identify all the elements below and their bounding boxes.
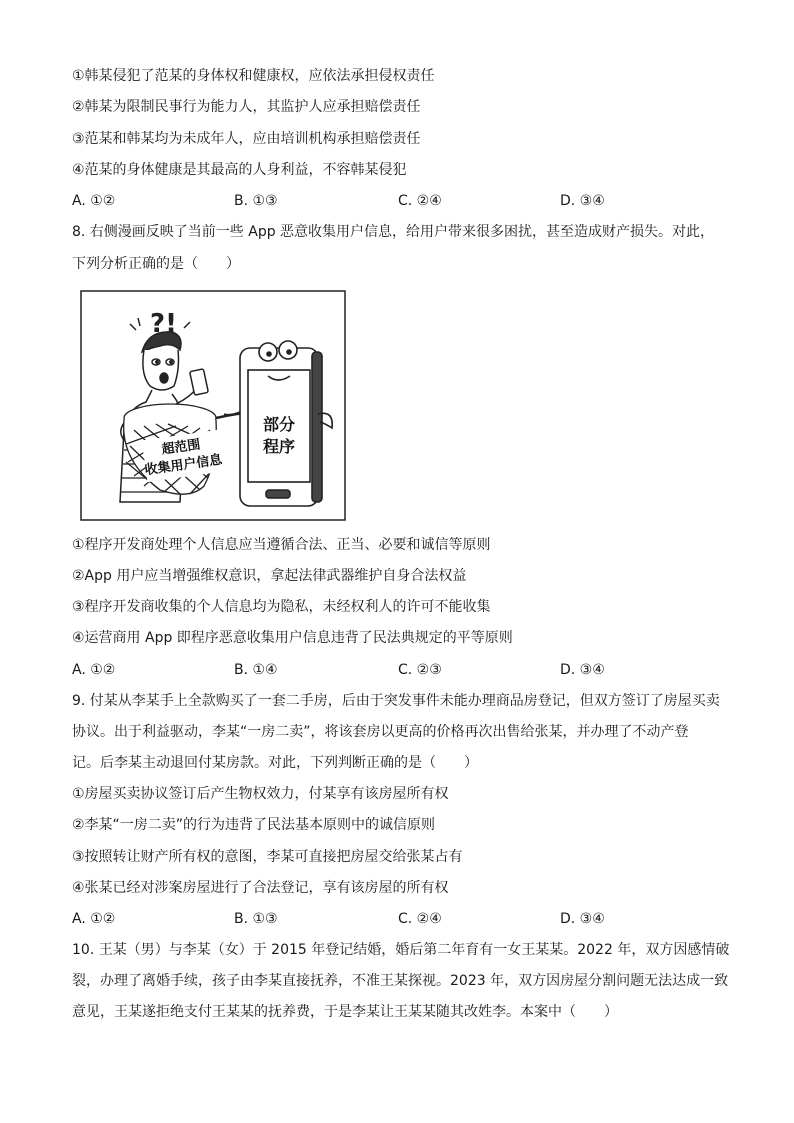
- q9-statement-1: ①房屋买卖协议签订后产生物权效力，付某享有该房屋所有权: [72, 786, 449, 802]
- net-label-line-1: 超范围: [160, 437, 202, 458]
- q9-stem-line-2: 协议。出于利益驱动，李某“一房二卖”，将该套房以更高的价格再次出售给张某，并办理了不动产登: [72, 724, 689, 740]
- q9-option-d: D. ③④: [560, 911, 605, 927]
- q8-statement-1: ①程序开发商处理个人信息应当遵循合法、正当、必要和诚信等原则: [72, 537, 491, 553]
- q10-stem-line-1: 10. 王某（男）与李某（女）于 2015 年登记结婚，婚后第二年育有一女王某某。2022 年，双方因感情破: [72, 942, 730, 958]
- q9-statement-4: ④张某已经对涉案房屋进行了合法登记，享有该房屋的所有权: [72, 880, 449, 896]
- q7-option-b: B. ①③: [234, 193, 278, 209]
- q8-option-b: B. ①④: [234, 662, 278, 678]
- cartoon-illustration: [80, 290, 346, 521]
- q8-stem-line-1: 8. 右侧漫画反映了当前一些 App 恶意收集用户信息，给用户带来很多困扰，甚至造成财产损失。对此，: [72, 224, 715, 240]
- q7-options: [72, 191, 732, 211]
- q7-option-d: D. ③④: [560, 193, 605, 209]
- q9-stem-line-3: 记。后李某主动退回付某房款。对此，下列判断正确的是（ ）: [72, 755, 478, 771]
- q7-option-c: C. ②④: [398, 193, 442, 209]
- q7-option-a: A. ①②: [72, 193, 116, 209]
- net-label-line-2: 收集用户信息: [143, 452, 224, 479]
- q9-option-c: C. ②④: [398, 911, 442, 927]
- exclaim-mark: ?!: [150, 309, 177, 339]
- q8-stem-line-2: 下列分析正确的是（ ）: [72, 256, 240, 272]
- q8-option-c: C. ②③: [398, 662, 442, 678]
- q8-option-d: D. ③④: [560, 662, 605, 678]
- q8-statement-4: ④运营商用 App 即程序恶意收集用户信息违背了民法典规定的平等原则: [72, 630, 513, 646]
- q7-statement-2: ②韩某为限制民事行为能力人，其监护人应承担赔偿责任: [72, 99, 421, 115]
- q9-option-b: B. ①③: [234, 911, 278, 927]
- q8-option-a: A. ①②: [72, 662, 116, 678]
- q8-statement-3: ③程序开发商收集的个人信息均为隐私，未经权利人的许可不能收集: [72, 599, 491, 615]
- q9-stem-line-1: 9. 付某从李某手上全款购买了一套二手房，后由于突发事件未能办理商品房登记，但双方签订了房屋买卖: [72, 693, 720, 709]
- q10-stem-line-3: 意见，王某遂拒绝支付王某某的抚养费，于是李某让王某某随其改姓李。本案中（ ）: [72, 1004, 618, 1020]
- q9-options: [72, 909, 732, 929]
- q9-option-a: A. ①②: [72, 911, 116, 927]
- q7-statement-4: ④范某的身体健康是其最高的人身利益，不容韩某侵犯: [72, 162, 407, 178]
- q7-statement-1: ①韩某侵犯了范某的身体权和健康权，应依法承担侵权责任: [72, 68, 435, 84]
- q8-options: [72, 660, 732, 680]
- q10-stem-line-2: 裂，办理了离婚手续，孩子由李某直接抚养，不准王某探视。2023 年，双方因房屋分割问题无法达成一致: [72, 973, 729, 989]
- q7-statement-3: ③范某和韩某均为未成年人，应由培训机构承担赔偿责任: [72, 131, 421, 147]
- q9-statement-2: ②李某“一房二卖”的行为违背了民法基本原则中的诚信原则: [72, 817, 436, 833]
- q8-statement-2: ②App 用户应当增强维权意识，拿起法律武器维护自身合法权益: [72, 568, 467, 584]
- q9-statement-3: ③按照转让财产所有权的意图，李某可直接把房屋交给张某占有: [72, 849, 463, 865]
- phone-label-line-2: 程序: [262, 437, 296, 456]
- phone-label-line-1: 部分: [262, 415, 296, 434]
